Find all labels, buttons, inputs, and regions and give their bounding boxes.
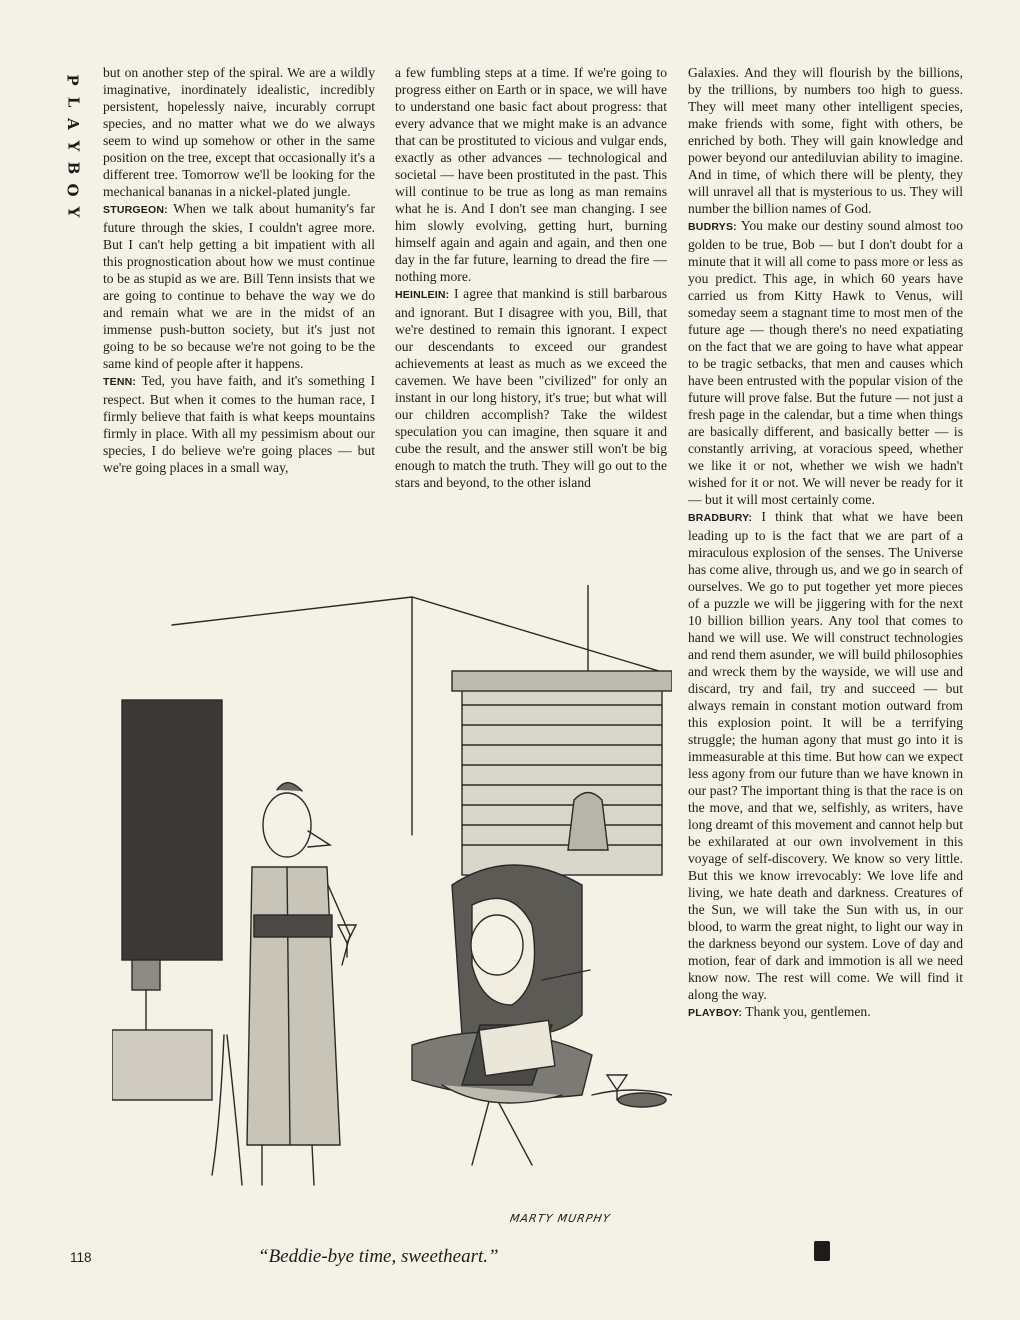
page-number: 118 [70,1250,92,1265]
paragraph-text: When we talk about humanity's far future through the skies, I couldn't agree more. But I can't help getting a bit impatient with all this prognostication about how we must continue to be as stupid as we are. Bill Tenn insists that we are going to continue to behave the way we do and remain what we are in the midst of an immense push-button society, but it's just not going to be so because we're not going to be the same kind of people after it happens. [103,201,375,371]
doorway [122,700,222,960]
cartoonist-signature: MARTY MURPHY [508,1212,612,1225]
paragraph [688,1003,963,1022]
paragraph-text: You make our destiny sound almost too golden to be true, Bob — but I don't doubt for a minute that it will all come to pass more or less as you predict. This age, in which 60 years have carried us from Kitty Hawk to Venus, will someday seem a stagnant time to most men of the future age — though there's no need expatiating on the fact that we are going to have what appear to be tragic setbacks, that men and causes which have been entrusted with the popular vision of the future will prove false. But the future — not just a fresh page in the calendar, but a time when things are basically different, and basically better — is constantly arriving, at voracious speed, whether we like it or not, whether we wish we hadn't wished for it or not. We will never be ready for it — but it will most certainly come. [688,218,963,507]
article-column-2 [395,64,667,491]
paragraph [395,64,667,285]
paragraph-text: a few fumbling steps at a time. If we're going to progress either on Earth or in space, we will have to understand one basic fact about progress: that every advance that we might make is an advance that can be prostituted to vicious and vulgar ends, exactly as other advances — technological and societal — have been prostituted in the past. This will continue to be true as long as man remains what he is. And I don't see man changing. I see him slowly evolving, getting hurt, burning himself again and again and again, and then one day in the far future, learning to dread the fire — nothing more. [395,65,667,284]
window-blinds [452,671,672,875]
speaker-label: PLAYBOY: [688,1007,743,1019]
article-column-1 [103,64,375,476]
paragraph-text: Ted, you have faith, and it's something I respect. But when it comes to the human race, I firmly believe that faith is what keeps mountains firmly in place. With all my pessimism about our species, I do believe we're going places — but we're going places in a small way, [103,373,375,475]
man-in-robe [212,783,356,1185]
cartoon-caption: “Beddie-bye time, sweetheart.” [258,1246,499,1267]
speaker-label: HEINLEIN: [395,289,450,301]
speaker-label: BUDRYS: [688,221,737,233]
paragraph-text: Galaxies. And they will flourish by the billions, by the trillions, by numbers too high to guess. They will meet many other intelligent species, make friends with some, fight with others, be enriched by both. They will gain knowledge and power beyond our antediluvian ability to imagine. And in time, of which there will be plenty, they will unravel all that is mysterious to us. They will number the billion names of God. [688,65,963,216]
side-lamp-table [112,960,212,1100]
paragraph-text: I think that what we have been leading up to is the fact that we are part of a miraculous explosion of the senses. The Universe has come alive, through us, and we go in search of ourselves. We go to put together yet more pieces of a puzzle we will be jiggering with for the next 10 billion billion years. Any tool that comes to hand we will use. We will construct technologies and rend them asunder, we will build philosophies and wreck them by the wayside, we will use and discard, try and fail, try and succeed — but always remain in constant motion outward from this explosion point. It will be a terrifying struggle; the human agony that must go into it is immeasurable at this time. But how can we expect less agony from our future than we have known in our past? The important thing is that the race is on the move, and that we, selfishly, as writers, have long dreamt of this movement and cannot help but be exhilarated at our own involvement in this voyage of self-discovery. We know so very little. But this we know irrevocably: We love life and living, we hate death and darkness. Creatures of the Sun, we will take the Sun with us, in our blood, to warm the great night, to light our way in the darkness beyond our system. Love of day and motion, fear of dark and immotion is all we need know now. The rest will come. We will find it along the way. [688,509,964,1002]
paragraph [688,508,963,1003]
paragraph-text: I agree that mankind is still barbarous and ignorant. But I disagree with you, Bill, that we're destined to remain this ignorant. I expect our descendants to exceed our grandest achievements at least as much as we exceed the cavemen. We have been "civilized" for only an instant in our long history, it's true; but what will our children accomplish? Take the wildest speculation you can imagine, then square it and cube the result, and the answer still won't be big enough to match the truth. They will go out to the stars and beyond, to the other island [395,286,667,490]
paragraph [395,285,667,491]
speaker-label: BRADBURY: [688,512,753,524]
spine-letter: L [63,96,82,108]
paragraph [688,217,963,508]
spine-letter: B [64,161,82,175]
paragraph [103,200,375,372]
spine-letter: O [63,183,82,197]
speaker-label: STURGEON: [103,204,168,216]
paragraph-text: Thank you, gentlemen. [745,1004,871,1019]
spine-letter: A [63,118,82,130]
spine-letter: Y [64,206,82,218]
speaker-label: TENN: [103,376,137,388]
paragraph [688,64,963,217]
spine-letter: Y [64,140,82,152]
article-column-3 [688,64,963,1022]
robe-cord [212,1035,242,1185]
pendant-lamp [568,793,608,851]
cartoon-illustration [112,585,672,1235]
coffee-table [592,1075,672,1107]
paragraph-text: but on another step of the spiral. We are a wildly imaginative, inordinately idealistic, incredibly persistent, hopelessly naive, incurably corrupt species, and no matter what we do we always seem to wind up somehow or other in the same position on the tree, except that occasionally it's a different tree. Tomorrow we'll be looking for the mechanical bananas in a nickel-plated jungle. [103,65,375,199]
spine-letter: P [64,74,82,86]
paragraph [103,372,375,476]
bunny-end-mark-icon [814,1241,830,1261]
magazine-spine-title [62,70,84,222]
ceiling-line [172,597,672,675]
paragraph [103,64,375,200]
